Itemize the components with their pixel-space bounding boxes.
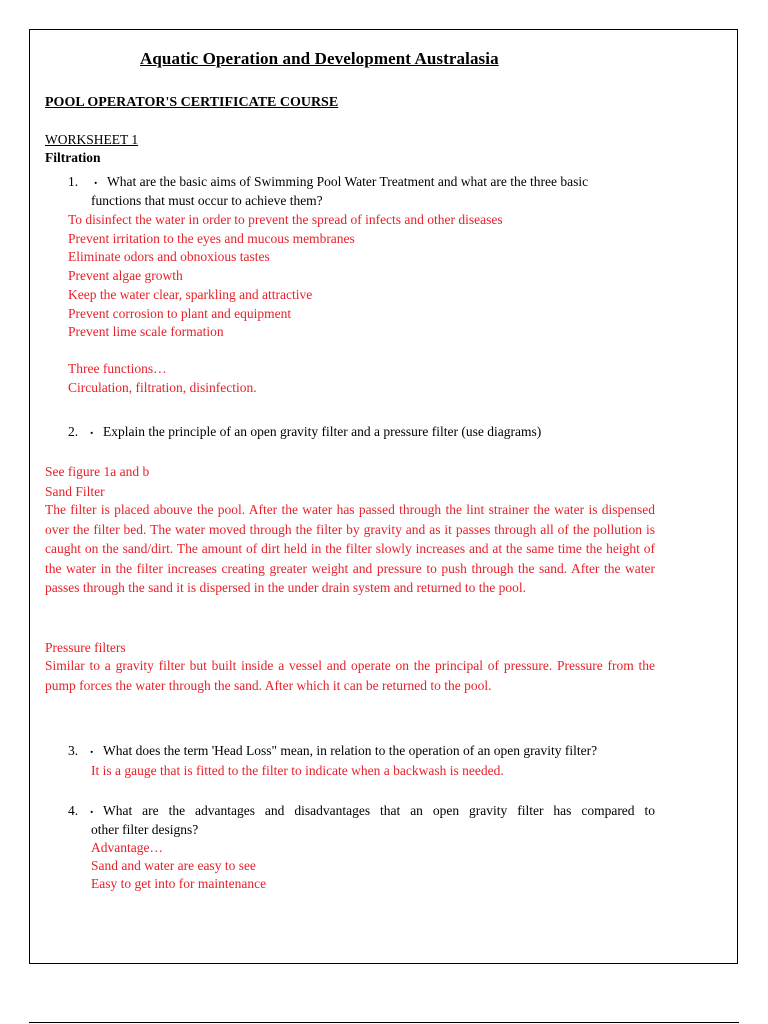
pressure-filters-paragraph: Similar to a gravity filter but built inside a vessel and operate on the principal of pressure. Pressure from the pump forces the water through the sand. After which it can be returned to the pool. bbox=[45, 658, 655, 693]
q1-answer-5: Keep the water clear, sparkling and attractive bbox=[68, 287, 313, 302]
q4-answer-1: Advantage… bbox=[91, 840, 163, 855]
q4-answer-3: Easy to get into for maintenance bbox=[91, 876, 267, 891]
q1-functions-label: Three functions… bbox=[68, 361, 167, 376]
question-1-bullet: . bbox=[94, 172, 98, 187]
question-2-number: 2. bbox=[68, 424, 79, 439]
question-4-text-line1: What are the advantages and disadvantages that an open gravity filter has compared to bbox=[103, 803, 655, 818]
question-2-bullet: . bbox=[90, 422, 94, 437]
question-3-text: What does the term 'Head Loss" mean, in relation to the operation of an open gravity filter? bbox=[103, 743, 598, 758]
question-2-text: Explain the principle of an open gravity filter and a pressure filter (use diagrams) bbox=[103, 424, 542, 439]
q1-answer-7: Prevent lime scale formation bbox=[68, 324, 224, 339]
question-1-text-line2: functions that must occur to achieve them? bbox=[91, 193, 323, 208]
bottom-rule bbox=[29, 1022, 739, 1023]
question-3-bullet: . bbox=[90, 741, 94, 756]
pressure-filters-heading: Pressure filters bbox=[45, 640, 126, 655]
question-1-number: 1. bbox=[68, 174, 79, 189]
document-title: Aquatic Operation and Development Australasia bbox=[140, 49, 499, 68]
section-heading: Filtration bbox=[45, 150, 101, 165]
q1-answer-4: Prevent algae growth bbox=[68, 268, 183, 283]
q1-answer-1: To disinfect the water in order to prevent the spread of infects and other diseases bbox=[68, 212, 503, 227]
q1-answer-6: Prevent corrosion to plant and equipment bbox=[68, 306, 292, 321]
q1-answer-3: Eliminate odors and obnoxious tastes bbox=[68, 249, 270, 264]
figure-reference: See figure 1a and b bbox=[45, 464, 150, 479]
question-1-text-line1: What are the basic aims of Swimming Pool Water Treatment and what are the three basic bbox=[107, 174, 589, 189]
course-title: POOL OPERATOR'S CERTIFICATE COURSE bbox=[45, 95, 339, 110]
question-4-bullet: . bbox=[90, 801, 94, 816]
q1-answer-2: Prevent irritation to the eyes and mucous membranes bbox=[68, 231, 355, 246]
sand-filter-heading: Sand Filter bbox=[45, 484, 105, 499]
question-3-number: 3. bbox=[68, 743, 79, 758]
sand-filter-paragraph: The filter is placed abouve the pool. After the water has passed through the lint strainer the water is dispensed over the filter bed. The water moved through the filter by gravity and as it passes through all of the pollution is caught on the sand/dirt. The amount of dirt held in the filter slowly increases and at the same time the height of the water in the filter increases creating greater weight and pressure to push through the sand. After the water passes through the sand it is dispersed in the under drain system and returned to the pool. bbox=[45, 502, 655, 596]
question-4-text-line2: other filter designs? bbox=[91, 822, 199, 837]
question-4-number: 4. bbox=[68, 803, 79, 818]
q1-functions: Circulation, filtration, disinfection. bbox=[68, 380, 257, 395]
worksheet-label: WORKSHEET 1 bbox=[45, 132, 139, 147]
q4-answer-2: Sand and water are easy to see bbox=[91, 858, 256, 873]
q3-answer: It is a gauge that is fitted to the filter to indicate when a backwash is needed. bbox=[91, 763, 504, 778]
